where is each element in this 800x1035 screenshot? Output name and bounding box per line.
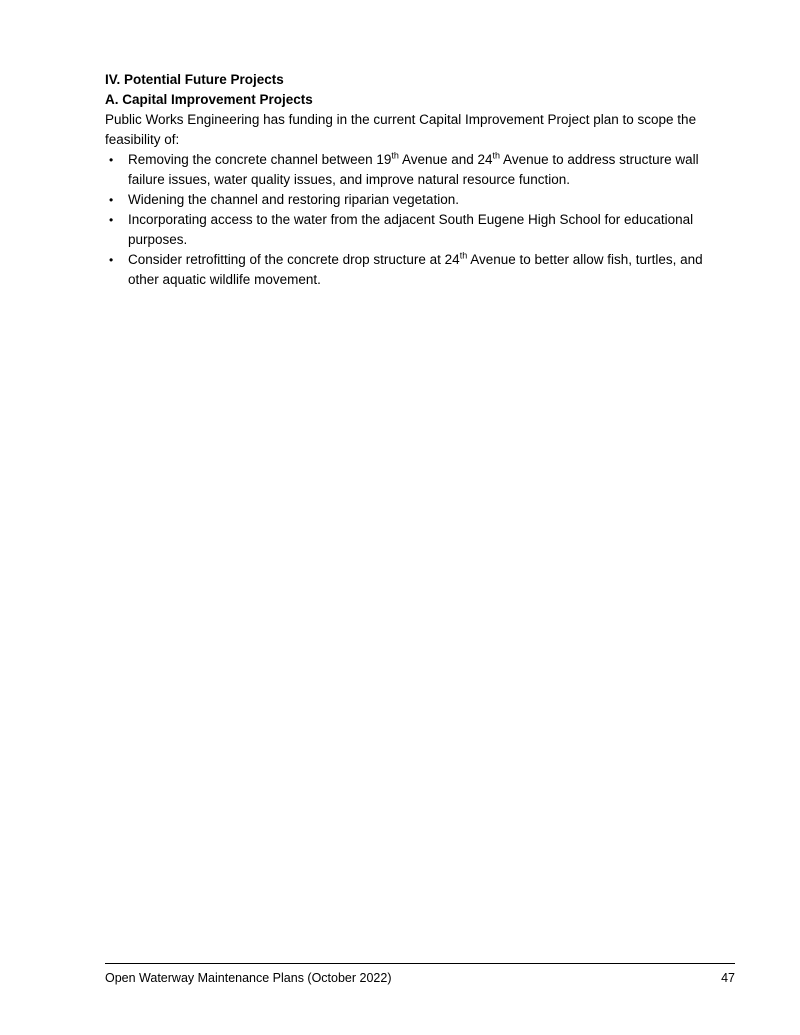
text-segment: Avenue and 24: [398, 152, 493, 167]
text-segment: Incorporating access to the water from the adjacent South Eugene High School for educational purposes.: [128, 212, 694, 247]
page-number: 47: [721, 971, 735, 985]
footer-document-title: Open Waterway Maintenance Plans (October 2022): [105, 971, 392, 985]
text-segment: Avenue to better allow fish, turtles, and other aquatic wildlife movement.: [128, 252, 703, 287]
bullet-icon: •: [109, 153, 114, 167]
list-item: [105, 210, 735, 250]
list-item: [105, 150, 735, 190]
list-item-text: [128, 250, 735, 290]
intro-paragraph: Public Works Engineering has funding in the current Capital Improvement Project plan to scope the feasibility of:: [105, 112, 697, 147]
bullet-icon: •: [109, 193, 114, 207]
text-segment: Widening the channel and restoring riparian vegetation.: [128, 192, 459, 207]
bullet-list: [105, 150, 735, 290]
subsection-heading: A. Capital Improvement Projects: [105, 92, 313, 107]
list-item-text: [128, 210, 735, 250]
list-item-text: [128, 190, 735, 210]
page-content: [105, 70, 735, 290]
bullet-icon: •: [109, 213, 114, 227]
list-item: [105, 190, 735, 210]
superscript-ordinal: th: [391, 150, 399, 161]
bullet-icon: •: [109, 253, 114, 267]
text-segment: Consider retrofitting of the concrete drop structure at 24: [128, 252, 460, 267]
text-segment: Avenue to address structure wall failure issues, water quality issues, and improve natural resource function.: [128, 152, 699, 187]
section-heading: IV. Potential Future Projects: [105, 72, 284, 87]
text-segment: Removing the concrete channel between 19: [128, 152, 392, 167]
list-item: [105, 250, 735, 290]
list-item-text: [128, 150, 735, 190]
page-footer: [105, 963, 735, 986]
superscript-ordinal: th: [459, 250, 468, 261]
superscript-ordinal: th: [492, 150, 501, 161]
